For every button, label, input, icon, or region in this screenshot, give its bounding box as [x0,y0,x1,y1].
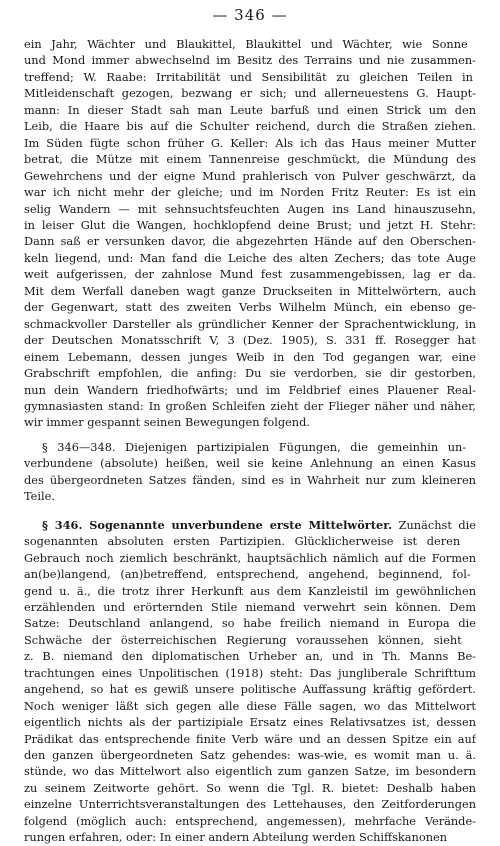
text-line: angehend, so hat es gewiß unsere politische Auffassung kräftig gefördert. [24,682,476,697]
text-line: mann: In dieser Stadt sah man Leute barfuß und einen Strick um den [24,102,476,117]
text-line: eigentlich nichts als der partizipiale Ersatz eines Relativsatzes ist, dessen [24,715,476,730]
book-page [24,0,476,846]
text-line: rungen erfahren, oder: In einer andern Abteilung werden Schiffskanonen [24,830,448,845]
paragraph-2 [24,439,476,505]
page-number: — 346 — [212,6,288,24]
text-line: Mitleidenschaft gezogen, bezwang er sich; und allerneuestens G. Haupt- [24,86,476,101]
section-heading-line [24,517,476,533]
text-line: selig Wandern — mit sehnsuchtsfeuchten Augen ins Land hinauszusehn, [24,201,476,216]
text-line: wir immer gespannt seinen Bewegungen folgend. [24,415,310,430]
text-line: Noch weniger läßt sich gegen alle diese Fälle sagen, wo das Mittelwort [24,698,476,713]
text-line: Mit dem Werfall daneben wagt ganze Druckseiten in Mittelwörtern, auch [24,283,476,298]
text-line: einem Lebemann, dessen junges Weib in den Tod gegangen war, eine [24,349,476,364]
text-line: treffend; W. Raabe: Irritabilität und Sensibilität zu gleichen Teilen in [24,69,473,84]
section-heading-continuation: Zunächst die [392,517,476,532]
text-line: stünde, wo das Mittelwort also eigentlich zum ganzen Satze, im besondern [24,764,476,779]
text-line: z. B. niemand den diplomatischen Urheber an, und in Th. Manns Be- [24,649,476,664]
text-line: Teile. [24,489,55,504]
text-line: in leiser Glut die Wangen, hochklopfend deine Brust; und jetzt H. Stehr: [24,217,476,232]
text-line: Dann saß er versunken davor, die abgezehrten Hände auf den Oberschen- [24,234,476,249]
text-line: Grabschrift empfohlen, die anfing: Du sie verdorben, sie dir gestorben, [24,366,476,381]
text-line: folgend (möglich auch: entsprechend, angemessen), mehrfache Verände- [24,813,476,828]
text-line: nun dein Wandern friedhofwärts; und im Feldbrief eines Plauener Real- [24,382,476,397]
text-line: trachtungen eines Unpolitischen (1918) steht: Das jungliberale Schrifttum [24,665,476,680]
text-line: weit aufgerissen, der zahnlose Mund fest zusammengebissen, lag er da. [24,267,476,282]
text-line: gend u. ä., die trotz ihrer Herkunft aus dem Kanzleistil im gewöhnlichen [24,583,476,598]
text-line: Satze: Deutschland anlangend, so habe freilich niemand in Europa die [24,616,476,631]
text-line: schmackvoller Darsteller als gründlicher Kenner der Sprachentwicklung, in [24,316,476,331]
text-line: einzelne Unterrichtsveranstaltungen des Lettehauses, den Zeitforderungen [24,797,476,812]
text-line: ein Jahr, Wächter und Blaukittel, Blaukittel und Wächter, wie Sonne [24,37,468,51]
paragraph-3 [24,517,476,846]
text-line: Prädikat das entsprechende finite Verb wäre und an dessen Spitze ein auf [24,731,476,746]
text-line: § 346—348. Diejenigen partizipialen Fügungen, die gemeinhin un- [42,439,467,454]
text-line: den ganzen übergeordneten Satz gehendes: was-wie, es womit man u. ä. [24,748,476,763]
text-line: Gewehrchens und der eigne Mund prahlerisch von Pulver geschwärzt, da [24,168,476,183]
text-line: war ich nicht mehr der gleiche; und im Norden Fritz Reuter: Es ist ein [24,185,476,200]
text-line: Leib, die Haare bis auf die Schulter reichend, durch die Straßen ziehen. [24,119,476,134]
text-line: verbundene (absolute) heißen, weil sie keine Anlehnung an einen Kasus [24,456,476,471]
text-line: gymnasiasten stand: In großen Schleifen zieht der Flieger näher und näher, [24,398,476,413]
text-line: Im Süden fügte schon früher G. Keller: Als ich das Haus meiner Mutter [24,135,476,150]
text-line: keln liegend, und: Man fand die Leiche des alten Zechers; das tote Auge [24,250,476,265]
text-line: zu seinem Zeitworte gehört. So wenn die Tgl. R. bietet: Deshalb haben [24,780,476,795]
text-line: an(be)langend, (an)betreffend, entsprechend, angehend, beginnend, fol- [24,567,471,582]
text-line: betrat, die Mütze mit einem Tannenreise geschmückt, die Mündung des [24,152,476,167]
text-line: der Gegenwart, statt des zweiten Verbs Wilhelm Münch, ein ebenso ge- [24,300,476,315]
paragraph-1 [24,36,476,431]
text-line: und Mond immer abwechselnd im Besitz des Terrains und nie zusammen- [24,53,476,68]
section-heading: § 346. Sogenannte unverbundene erste Mittelwörter. [42,517,393,532]
text-line: Schwäche der österreichischen Regierung voraussehen können, sieht [24,632,462,647]
text-line: sogenannten absoluten ersten Partizipien. Glücklicherweise ist deren [24,534,461,549]
text-line: der Deutschen Monatsschrift V, 3 (Dez. 1905), S. 331 ff. Rosegger hat [24,333,476,348]
text-line: erzählenden und erörternden Stile niemand verwehrt sein können. Dem [24,599,476,614]
text-line: des übergeordneten Satzes fänden, sind es in Wahrheit nur zum kleineren [24,472,476,487]
text-line: Gebrauch noch ziemlich beschränkt, hauptsächlich nämlich auf die Formen [24,550,476,565]
